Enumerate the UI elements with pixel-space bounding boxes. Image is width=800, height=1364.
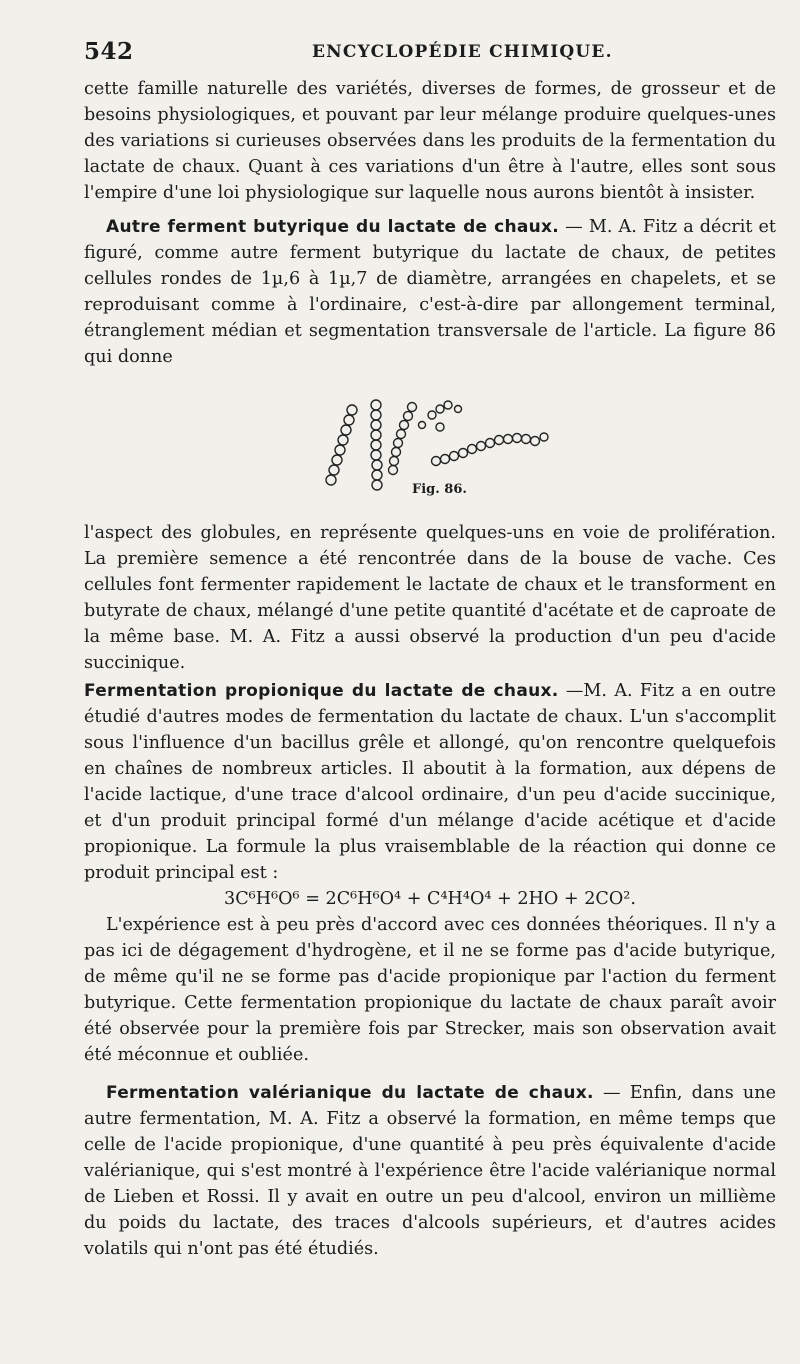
paragraph-4-text: —M. A. Fitz a en outre étudié d'autres modes de fermentation du lactate de chaux. L'un s'accomplit sous l'influence d'un bacillus grêle et allongé, qu'on rencontre quelquefois en chaînes de nombreux articles. Il aboutit à la formation, aux dépens de l'acide lactique, d'une trace d'alcool ordinaire, d'un peu d'acide succinique, et d'un produit principal formé d'un mélange d'acide acétique et d'acide propionique. La formule la plus vraisemblable de la réaction qui donne ce produit principal est : <box>84 681 777 883</box>
paragraph-5: L'expérience est à peu près d'accord avec ces données théoriques. Il n'y a pas ici de dégagement d'hydrogène, et il ne se forme pas d'acide butyrique, de même qu'il ne se forme pas d'acide propionique par l'action du ferment butyrique. Cette fermentation propionique du lactate de chaux paraît avoir été observée pour la première fois par Strecker, mais son observation avait été méconnue et oubliée. <box>84 915 776 1065</box>
paragraph-6-text: — Enfin, dans une autre fermentation, M. A. Fitz a observé la formation, en même temps que celle de l'acide propionique, d'une quantité à peu près équivalente d'acide valérianique, qui s'est montré à l'expérience être l'acide valérianique normal de Lieben et Rossi. Il y avait en outre un peu d'alcool, environ un millième du poids du lactate, des traces d'alcools supérieurs, et d'autres acides volatils qui n'ont pas été étudiés. <box>84 1083 777 1259</box>
text-block-bottom <box>84 520 776 1262</box>
paragraph-6 <box>84 1080 776 1262</box>
chemical-formula: 3C⁶H⁶O⁶ = 2C⁶H⁶O⁴ + C⁴H⁴O⁴ + 2HO + 2CO². <box>224 889 636 909</box>
section-heading-butyrique: Autre ferment butyrique du lactate de chaux. <box>106 217 560 237</box>
paragraph-1: cette famille naturelle des variétés, diverses de formes, de grosseur et de besoins physiologiques, et pouvant par leur mélange produire quelques-unes des variations si curieuses observées dans les produits de la fermentation du lactate de chaux. Quant à ces variations d'un être à l'autre, elles sont sous l'empire d'une loi physiologique sur laquelle nous aurons bientôt à insister. <box>84 79 776 203</box>
figure-caption: Fig. 86. <box>412 482 467 497</box>
paragraph-4 <box>84 678 776 886</box>
running-head <box>84 38 770 66</box>
paragraph-2 <box>84 214 776 370</box>
paragraph-2-text: — M. A. Fitz a décrit et figuré, comme autre ferment butyrique du lactate de chaux, de petites cellules rondes de 1µ,6 à 1µ,7 de diamètre, arrangées en chapelets, et se reproduisant comme à l'ordinaire, c'est-à-dire par allongement terminal, étranglement médian et segmentation transversale de l'article. La figure 86 qui donne <box>84 217 776 367</box>
paragraph-3: l'aspect des globules, en représente quelques-uns en voie de prolifération. La première semence a été rencontrée dans de la bouse de vache. Ces cellules font fermenter rapidement le lactate de chaux et le transforment en butyrate de chaux, mélangé d'une petite quantité d'acétate et de caproate de la même base. M. A. Fitz a aussi observé la production d'un peu d'acide succinique. <box>84 523 776 673</box>
page-number: 542 <box>84 38 134 65</box>
section-heading-propionique: Fermentation propionique du lactate de chaux. <box>84 681 559 701</box>
section-heading-valerianique: Fermentation valérianique du lactate de chaux. <box>106 1083 594 1103</box>
running-title: ENCYCLOPÉDIE CHIMIQUE. <box>312 42 613 62</box>
text-block-top <box>84 76 776 370</box>
